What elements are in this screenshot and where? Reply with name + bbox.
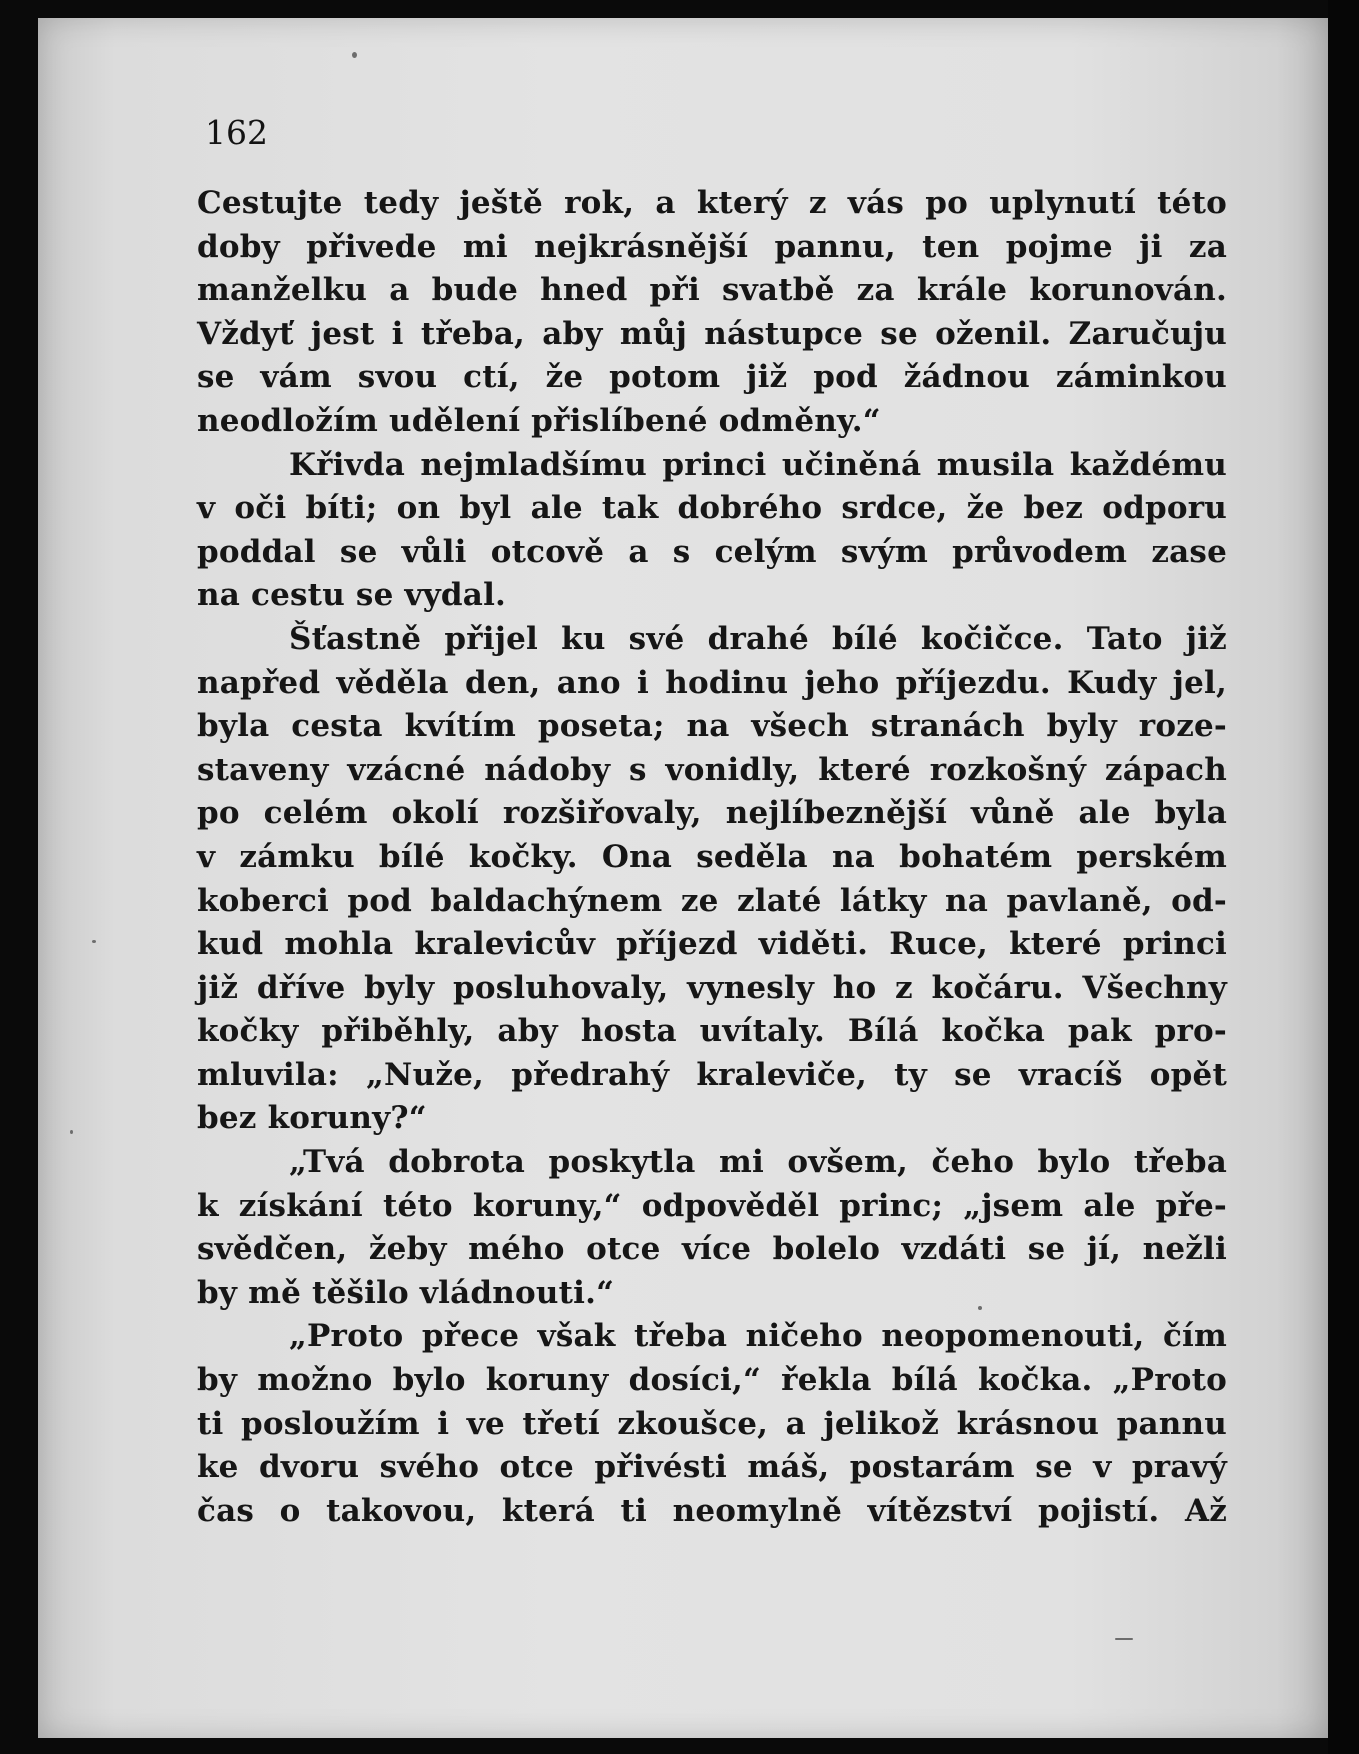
text-line: „Proto přece však třeba ničeho neopomenouti, čím — [289, 1318, 1227, 1355]
text-line: doby přivede mi nejkrásnější pannu, ten pojme ji za — [197, 228, 1227, 265]
text-line: ke dvoru svého otce přivésti máš, postarám se v pravý — [197, 1449, 1227, 1486]
text-line: v zámku bílé kočky. Ona seděla na bohatém perském — [197, 838, 1227, 875]
text-line: se vám svou ctí, že potom již pod žádnou záminkou — [197, 359, 1227, 396]
text-line: v oči bíti; on byl ale tak dobrého srdce, že bez odporu — [197, 490, 1227, 527]
text-line: mluvila: „Nuže, předrahý kraleviče, ty se vracíš opět — [197, 1056, 1227, 1093]
text-line: koberci pod baldachýnem ze zlaté látky na pavlaně, od- — [197, 882, 1227, 919]
text-line: neodložím udělení přislíbené odměny.“ — [197, 402, 881, 439]
text-line: manželku a bude hned při svatbě za krále korunován. — [197, 272, 1227, 309]
text-line: ti posloužím i ve třetí zkoušce, a jelikož krásnou pannu — [197, 1405, 1227, 1442]
text-line: byla cesta kvítím poseta; na všech stranách byly roze- — [197, 708, 1227, 745]
body-text — [197, 182, 1227, 1533]
text-line: kočky přiběhly, aby hosta uvítaly. Bílá kočka pak pro- — [197, 1013, 1227, 1050]
text-line: po celém okolí rozšiřovaly, nejlíbeznější vůně ale byla — [197, 795, 1227, 832]
dust-speck — [1115, 1638, 1133, 1640]
text-line: by mě těšilo vládnouti.“ — [197, 1274, 615, 1311]
text-line: Vždyť jest i třeba, aby můj nástupce se oženil. Zaručuju — [197, 315, 1227, 352]
dust-speck — [92, 940, 96, 943]
text-line: Šťastně přijel ku své drahé bílé kočičce. Tato již — [289, 620, 1227, 657]
text-line: poddal se vůli otcově a s celým svým průvodem zase — [197, 533, 1227, 570]
text-line: napřed věděla den, ano i hodinu jeho příjezdu. Kudy jel, — [197, 664, 1227, 701]
text-line: k získání této koruny,“ odpověděl princ; „jsem ale pře- — [197, 1187, 1227, 1224]
text-line: čas o takovou, která ti neomylně vítězství pojistí. Až — [197, 1492, 1227, 1529]
text-line: Křivda nejmladšímu princi učiněná musila každému — [289, 446, 1227, 483]
text-line: bez koruny?“ — [197, 1100, 427, 1137]
text-line: staveny vzácné nádoby s vonidly, které rozkošný zápach — [197, 751, 1227, 788]
page-number: 162 — [205, 113, 268, 152]
text-line: „Tvá dobrota poskytla mi ovšem, čeho bylo třeba — [289, 1144, 1227, 1181]
dust-speck — [70, 1130, 73, 1134]
text-line: svědčen, žeby mého otce více bolelo vzdáti se jí, nežli — [197, 1231, 1227, 1268]
page-edge-shadow — [1328, 0, 1359, 1754]
dust-speck — [352, 52, 357, 58]
text-line: na cestu se vydal. — [197, 577, 507, 614]
text-line: kud mohla kralevicův příjezd viděti. Ruce, které princi — [197, 926, 1227, 963]
text-line: Cestujte tedy ještě rok, a který z vás po uplynutí této — [197, 185, 1227, 221]
text-line: již dříve byly posluhovaly, vynesly ho z kočáru. Všechny — [197, 969, 1227, 1006]
text-line: by možno bylo koruny dosíci,“ řekla bílá kočka. „Proto — [197, 1362, 1227, 1399]
